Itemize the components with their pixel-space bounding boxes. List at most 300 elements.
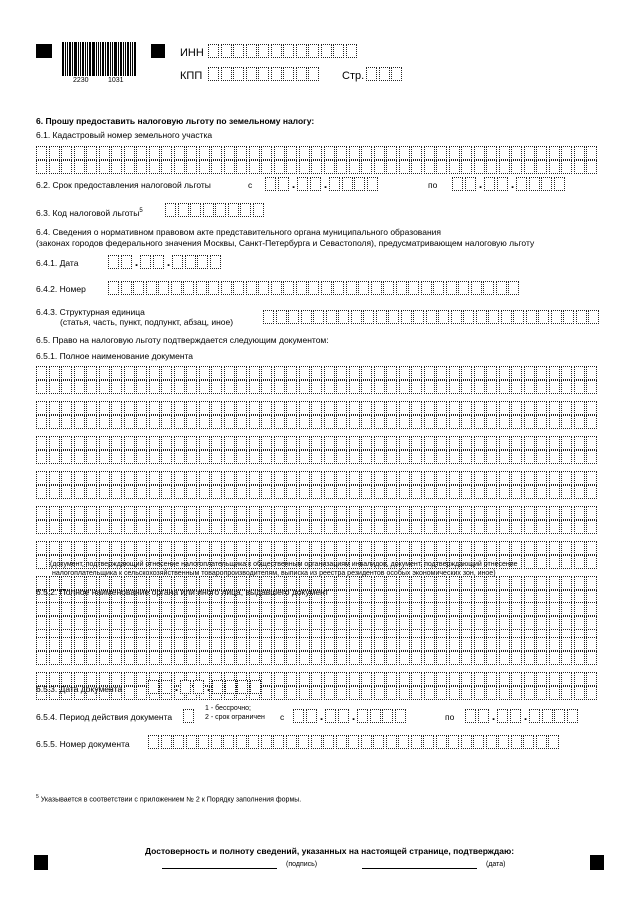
kpp-cells[interactable] (208, 67, 321, 81)
input-cell[interactable] (124, 380, 135, 394)
input-cell[interactable] (224, 471, 235, 485)
input-cell[interactable] (236, 637, 247, 651)
input-cell[interactable] (224, 146, 235, 160)
input-cell[interactable] (524, 686, 535, 700)
input-cell[interactable] (240, 203, 251, 217)
input-cell[interactable] (224, 616, 235, 630)
input-cell[interactable] (111, 436, 122, 450)
input-cell[interactable] (324, 506, 335, 520)
input-cell[interactable] (286, 735, 297, 749)
cell-row[interactable] (36, 637, 599, 651)
input-cell[interactable] (311, 520, 322, 534)
input-cell[interactable] (424, 436, 435, 450)
input-cell[interactable] (586, 146, 597, 160)
input-cell[interactable] (311, 160, 322, 174)
input-cell[interactable] (136, 520, 147, 534)
input-cell[interactable] (382, 709, 393, 723)
input-cell[interactable] (124, 520, 135, 534)
input-cell[interactable] (211, 637, 222, 651)
input-cell[interactable] (221, 67, 232, 81)
input-cell[interactable] (99, 366, 110, 380)
input-cell[interactable] (271, 281, 282, 295)
input-cell[interactable] (274, 686, 285, 700)
input-cell[interactable] (349, 541, 360, 555)
input-cell[interactable] (511, 602, 522, 616)
input-cell[interactable] (324, 616, 335, 630)
input-cell[interactable] (224, 485, 235, 499)
input-cell[interactable] (336, 436, 347, 450)
input-cell[interactable] (61, 160, 72, 174)
page-cells[interactable] (366, 67, 404, 81)
input-cell[interactable] (386, 520, 397, 534)
input-cell[interactable] (374, 541, 385, 555)
input-cell[interactable] (424, 602, 435, 616)
input-cell[interactable] (367, 177, 378, 191)
date-line[interactable] (362, 858, 477, 869)
input-cell[interactable] (436, 520, 447, 534)
input-cell[interactable] (486, 686, 497, 700)
input-cell[interactable] (74, 450, 85, 464)
input-cell[interactable] (324, 637, 335, 651)
input-cell[interactable] (261, 415, 272, 429)
input-cell[interactable] (374, 401, 385, 415)
input-cell[interactable] (274, 485, 285, 499)
input-cell[interactable] (361, 471, 372, 485)
input-cell[interactable] (388, 310, 399, 324)
input-cell[interactable] (511, 436, 522, 450)
input-cell[interactable] (516, 177, 527, 191)
input-cell[interactable] (333, 281, 344, 295)
input-cell[interactable] (261, 672, 272, 686)
input-cell[interactable] (423, 735, 434, 749)
input-cell[interactable] (354, 177, 365, 191)
input-cell[interactable] (224, 541, 235, 555)
input-cell[interactable] (111, 146, 122, 160)
input-cell[interactable] (99, 651, 110, 665)
input-cell[interactable] (486, 651, 497, 665)
input-cell[interactable] (461, 471, 472, 485)
input-cell[interactable] (224, 637, 235, 651)
benefit-to-date[interactable] (452, 177, 566, 191)
input-cell[interactable] (436, 160, 447, 174)
input-cell[interactable] (586, 506, 597, 520)
input-cell[interactable] (424, 520, 435, 534)
input-cell[interactable] (561, 616, 572, 630)
input-cell[interactable] (186, 485, 197, 499)
input-cell[interactable] (198, 735, 209, 749)
cell-row[interactable] (36, 415, 599, 429)
input-cell[interactable] (248, 735, 259, 749)
input-cell[interactable] (224, 415, 235, 429)
input-cell[interactable] (461, 735, 472, 749)
input-cell[interactable] (524, 401, 535, 415)
input-cell[interactable] (61, 401, 72, 415)
input-cell[interactable] (461, 436, 472, 450)
input-cell[interactable] (524, 450, 535, 464)
input-cell[interactable] (349, 576, 360, 590)
input-cell[interactable] (471, 281, 482, 295)
input-cell[interactable] (399, 471, 410, 485)
input-cell[interactable] (86, 602, 97, 616)
input-cell[interactable] (124, 541, 135, 555)
input-cell[interactable] (561, 160, 572, 174)
input-cell[interactable] (174, 146, 185, 160)
input-cell[interactable] (237, 680, 248, 694)
input-cell[interactable] (549, 450, 560, 464)
input-cell[interactable] (324, 686, 335, 700)
input-cell[interactable] (153, 255, 164, 269)
input-cell[interactable] (311, 672, 322, 686)
input-cell[interactable] (542, 709, 553, 723)
input-cell[interactable] (249, 637, 260, 651)
input-cell[interactable] (286, 146, 297, 160)
input-cell[interactable] (174, 506, 185, 520)
input-cell[interactable] (136, 436, 147, 450)
input-cell[interactable] (211, 651, 222, 665)
input-cell[interactable] (361, 380, 372, 394)
input-cell[interactable] (311, 541, 322, 555)
input-cell[interactable] (511, 616, 522, 630)
input-cell[interactable] (361, 616, 372, 630)
input-cell[interactable] (311, 436, 322, 450)
input-cell[interactable] (374, 672, 385, 686)
signature-line[interactable] (162, 858, 277, 869)
input-cell[interactable] (324, 485, 335, 499)
input-cell[interactable] (361, 651, 372, 665)
input-cell[interactable] (74, 436, 85, 450)
input-cell[interactable] (357, 709, 368, 723)
input-cell[interactable] (386, 146, 397, 160)
input-cell[interactable] (386, 380, 397, 394)
input-cell[interactable] (361, 436, 372, 450)
cell-row[interactable] (36, 401, 599, 415)
input-cell[interactable] (449, 686, 460, 700)
input-cell[interactable] (349, 366, 360, 380)
input-cell[interactable] (461, 672, 472, 686)
input-cell[interactable] (541, 177, 552, 191)
input-cell[interactable] (561, 651, 572, 665)
input-cell[interactable] (474, 602, 485, 616)
inn-cells[interactable] (208, 44, 358, 58)
input-cell[interactable] (586, 450, 597, 464)
input-cell[interactable] (49, 366, 60, 380)
input-cell[interactable] (561, 471, 572, 485)
input-cell[interactable] (474, 576, 485, 590)
input-cell[interactable] (36, 415, 47, 429)
input-cell[interactable] (561, 436, 572, 450)
input-cell[interactable] (336, 471, 347, 485)
input-cell[interactable] (249, 450, 260, 464)
input-cell[interactable] (524, 541, 535, 555)
input-cell[interactable] (299, 380, 310, 394)
input-cell[interactable] (111, 415, 122, 429)
input-cell[interactable] (221, 44, 232, 58)
input-cell[interactable] (449, 366, 460, 380)
input-cell[interactable] (196, 281, 207, 295)
input-cell[interactable] (286, 672, 297, 686)
input-cell[interactable] (451, 310, 462, 324)
input-cell[interactable] (349, 401, 360, 415)
input-cell[interactable] (261, 471, 272, 485)
input-cell[interactable] (574, 602, 585, 616)
input-cell[interactable] (299, 146, 310, 160)
input-cell[interactable] (536, 485, 547, 499)
input-cell[interactable] (124, 160, 135, 174)
input-cell[interactable] (474, 541, 485, 555)
input-cell[interactable] (349, 146, 360, 160)
input-cell[interactable] (236, 506, 247, 520)
input-cell[interactable] (299, 366, 310, 380)
input-cell[interactable] (386, 401, 397, 415)
input-cell[interactable] (149, 520, 160, 534)
input-cell[interactable] (361, 541, 372, 555)
input-cell[interactable] (36, 520, 47, 534)
input-cell[interactable] (361, 485, 372, 499)
input-cell[interactable] (426, 310, 437, 324)
input-cell[interactable] (461, 616, 472, 630)
input-cell[interactable] (236, 415, 247, 429)
input-cell[interactable] (286, 401, 297, 415)
input-cell[interactable] (286, 686, 297, 700)
input-cell[interactable] (258, 44, 269, 58)
input-cell[interactable] (49, 506, 60, 520)
input-cell[interactable] (411, 485, 422, 499)
input-cell[interactable] (186, 471, 197, 485)
input-cell[interactable] (524, 520, 535, 534)
input-cell[interactable] (236, 401, 247, 415)
input-cell[interactable] (561, 602, 572, 616)
input-cell[interactable] (336, 485, 347, 499)
input-cell[interactable] (458, 281, 469, 295)
input-cell[interactable] (199, 602, 210, 616)
input-cell[interactable] (211, 380, 222, 394)
input-cell[interactable] (186, 520, 197, 534)
input-cell[interactable] (74, 485, 85, 499)
input-cell[interactable] (36, 401, 47, 415)
input-cell[interactable] (529, 709, 540, 723)
input-cell[interactable] (449, 380, 460, 394)
input-cell[interactable] (536, 146, 547, 160)
input-cell[interactable] (161, 471, 172, 485)
input-cell[interactable] (449, 471, 460, 485)
input-cell[interactable] (486, 366, 497, 380)
input-cell[interactable] (249, 506, 260, 520)
input-cell[interactable] (161, 735, 172, 749)
input-cell[interactable] (399, 401, 410, 415)
input-cell[interactable] (324, 160, 335, 174)
input-cell[interactable] (554, 177, 565, 191)
input-cell[interactable] (86, 450, 97, 464)
input-cell[interactable] (511, 401, 522, 415)
input-cell[interactable] (549, 380, 560, 394)
input-cell[interactable] (461, 541, 472, 555)
input-cell[interactable] (199, 401, 210, 415)
input-cell[interactable] (436, 602, 447, 616)
input-cell[interactable] (561, 555, 572, 569)
input-cell[interactable] (499, 602, 510, 616)
input-cell[interactable] (561, 576, 572, 590)
input-cell[interactable] (511, 637, 522, 651)
input-cell[interactable] (486, 380, 497, 394)
input-cell[interactable] (411, 436, 422, 450)
input-cell[interactable] (424, 160, 435, 174)
input-cell[interactable] (536, 555, 547, 569)
input-cell[interactable] (499, 637, 510, 651)
input-cell[interactable] (136, 146, 147, 160)
input-cell[interactable] (74, 637, 85, 651)
input-cell[interactable] (49, 380, 60, 394)
input-cell[interactable] (199, 471, 210, 485)
input-cell[interactable] (261, 637, 272, 651)
input-cell[interactable] (536, 686, 547, 700)
input-cell[interactable] (286, 380, 297, 394)
input-cell[interactable] (310, 177, 321, 191)
input-cell[interactable] (249, 436, 260, 450)
input-cell[interactable] (286, 651, 297, 665)
input-cell[interactable] (299, 506, 310, 520)
input-cell[interactable] (336, 366, 347, 380)
input-cell[interactable] (36, 366, 47, 380)
input-cell[interactable] (561, 520, 572, 534)
input-cell[interactable] (324, 415, 335, 429)
input-cell[interactable] (274, 541, 285, 555)
input-cell[interactable] (161, 506, 172, 520)
input-cell[interactable] (549, 637, 560, 651)
input-cell[interactable] (286, 485, 297, 499)
input-cell[interactable] (474, 380, 485, 394)
input-cell[interactable] (111, 541, 122, 555)
input-cell[interactable] (161, 146, 172, 160)
input-cell[interactable] (549, 160, 560, 174)
input-cell[interactable] (211, 366, 222, 380)
input-cell[interactable] (286, 520, 297, 534)
input-cell[interactable] (149, 160, 160, 174)
input-cell[interactable] (311, 401, 322, 415)
input-cell[interactable] (374, 637, 385, 651)
input-cell[interactable] (99, 471, 110, 485)
input-cell[interactable] (563, 310, 574, 324)
input-cell[interactable] (161, 520, 172, 534)
input-cell[interactable] (211, 401, 222, 415)
input-cell[interactable] (174, 436, 185, 450)
input-cell[interactable] (111, 506, 122, 520)
cell-row[interactable] (36, 541, 599, 555)
cadastral-row-1[interactable] (36, 146, 599, 160)
input-cell[interactable] (574, 160, 585, 174)
input-cell[interactable] (49, 541, 60, 555)
input-cell[interactable] (36, 485, 47, 499)
input-cell[interactable] (136, 616, 147, 630)
input-cell[interactable] (99, 616, 110, 630)
input-cell[interactable] (233, 44, 244, 58)
input-cell[interactable] (311, 415, 322, 429)
input-cell[interactable] (399, 651, 410, 665)
input-cell[interactable] (111, 366, 122, 380)
input-cell[interactable] (99, 380, 110, 394)
input-cell[interactable] (49, 450, 60, 464)
input-cell[interactable] (336, 637, 347, 651)
input-cell[interactable] (465, 177, 476, 191)
input-cell[interactable] (474, 436, 485, 450)
input-cell[interactable] (86, 541, 97, 555)
input-cell[interactable] (413, 310, 424, 324)
input-cell[interactable] (424, 637, 435, 651)
input-cell[interactable] (61, 637, 72, 651)
input-cell[interactable] (224, 450, 235, 464)
input-cell[interactable] (211, 485, 222, 499)
input-cell[interactable] (249, 146, 260, 160)
input-cell[interactable] (299, 616, 310, 630)
input-cell[interactable] (49, 651, 60, 665)
input-cell[interactable] (424, 401, 435, 415)
input-cell[interactable] (424, 485, 435, 499)
input-cell[interactable] (236, 146, 247, 160)
input-cell[interactable] (111, 380, 122, 394)
input-cell[interactable] (311, 735, 322, 749)
input-cell[interactable] (461, 686, 472, 700)
structural-unit-cells[interactable] (263, 310, 601, 324)
input-cell[interactable] (49, 436, 60, 450)
input-cell[interactable] (361, 520, 372, 534)
input-cell[interactable] (549, 651, 560, 665)
input-cell[interactable] (311, 651, 322, 665)
input-cell[interactable] (136, 602, 147, 616)
input-cell[interactable] (461, 651, 472, 665)
input-cell[interactable] (486, 401, 497, 415)
input-cell[interactable] (324, 520, 335, 534)
input-cell[interactable] (149, 616, 160, 630)
input-cell[interactable] (536, 366, 547, 380)
input-cell[interactable] (211, 520, 222, 534)
input-cell[interactable] (449, 160, 460, 174)
input-cell[interactable] (474, 366, 485, 380)
input-cell[interactable] (436, 380, 447, 394)
input-cell[interactable] (124, 436, 135, 450)
input-cell[interactable] (288, 310, 299, 324)
input-cell[interactable] (399, 485, 410, 499)
input-cell[interactable] (171, 281, 182, 295)
input-cell[interactable] (511, 160, 522, 174)
input-cell[interactable] (173, 735, 184, 749)
input-cell[interactable] (436, 401, 447, 415)
input-cell[interactable] (49, 415, 60, 429)
input-cell[interactable] (449, 616, 460, 630)
input-cell[interactable] (361, 686, 372, 700)
input-cell[interactable] (208, 281, 219, 295)
input-cell[interactable] (549, 555, 560, 569)
input-cell[interactable] (361, 637, 372, 651)
input-cell[interactable] (399, 450, 410, 464)
input-cell[interactable] (499, 616, 510, 630)
input-cell[interactable] (536, 415, 547, 429)
input-cell[interactable] (529, 177, 540, 191)
input-cell[interactable] (536, 380, 547, 394)
input-cell[interactable] (474, 520, 485, 534)
input-cell[interactable] (386, 366, 397, 380)
input-cell[interactable] (446, 281, 457, 295)
input-cell[interactable] (211, 602, 222, 616)
input-cell[interactable] (149, 450, 160, 464)
cell-row[interactable] (36, 651, 599, 665)
input-cell[interactable] (324, 602, 335, 616)
input-cell[interactable] (374, 651, 385, 665)
input-cell[interactable] (274, 506, 285, 520)
input-cell[interactable] (299, 401, 310, 415)
input-cell[interactable] (283, 67, 294, 81)
input-cell[interactable] (449, 576, 460, 590)
input-cell[interactable] (349, 160, 360, 174)
input-cell[interactable] (511, 471, 522, 485)
